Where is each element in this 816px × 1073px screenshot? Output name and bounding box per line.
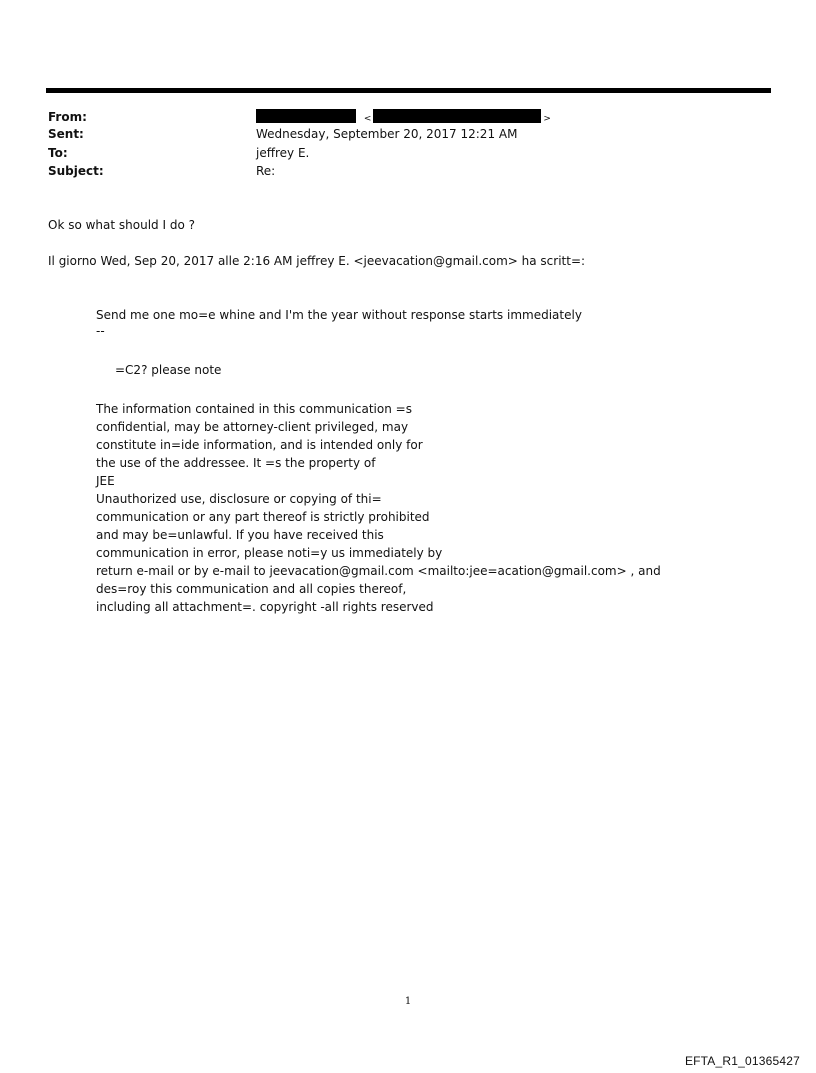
bates-number: EFTA_R1_01365427 <box>684 1054 800 1068</box>
notice-line: constitute in=ide information, and is intended only for <box>96 438 423 452</box>
subject-label: Subject: <box>48 164 104 178</box>
from-label: From: <box>48 110 87 124</box>
notice-line: and may be=unlawful. If you have received this <box>96 528 384 542</box>
notice-line: the use of the addressee. It =s the property of <box>96 456 376 470</box>
notice-line: confidential, may be attorney-client privileged, may <box>96 420 409 434</box>
from-value <box>256 109 551 127</box>
notice-line: des=roy this communication and all copies thereof, <box>96 582 407 596</box>
notice-line: The information contained in this communication =s <box>96 402 412 416</box>
from-close-bracket: > <box>543 114 551 124</box>
notice-line: communication or any part thereof is strictly prohibited <box>96 510 430 524</box>
page-number: 1 <box>404 996 412 1007</box>
quoted-message: Send me one mo=e whine and I'm the year without response starts immediately <box>96 308 582 322</box>
header-rule <box>46 88 771 93</box>
notice-line: Unauthorized use, disclosure or copying of thi= <box>96 492 382 506</box>
signature-separator: -- <box>96 324 105 338</box>
notice-line: JEE <box>96 474 115 488</box>
to-value: jeffrey E. <box>256 146 310 160</box>
notice-line: communication in error, please noti=y us immediately by <box>96 546 443 560</box>
confidentiality-notice <box>96 400 661 616</box>
sent-label: Sent: <box>48 127 84 141</box>
reply-text: Ok so what should I do ? <box>48 218 195 232</box>
quote-intro: Il giorno Wed, Sep 20, 2017 alle 2:16 AM jeffrey E. <jeevacation@gmail.com> ha scritt=: <box>48 254 586 268</box>
to-label: To: <box>48 146 68 160</box>
from-open-bracket: < <box>363 114 372 124</box>
subject-value: Re: <box>256 164 276 178</box>
sent-value: Wednesday, September 20, 2017 12:21 AM <box>256 127 518 141</box>
notice-line: including all attachment=. copyright -all rights reserved <box>96 600 434 614</box>
notice-line: return e-mail or by e-mail to jeevacation@gmail.com <mailto:jee=acation@gmail.com> , and <box>96 564 661 578</box>
redacted-sender-email <box>373 109 541 123</box>
redacted-sender-name <box>256 109 356 123</box>
please-note: =C2? please note <box>115 363 222 377</box>
